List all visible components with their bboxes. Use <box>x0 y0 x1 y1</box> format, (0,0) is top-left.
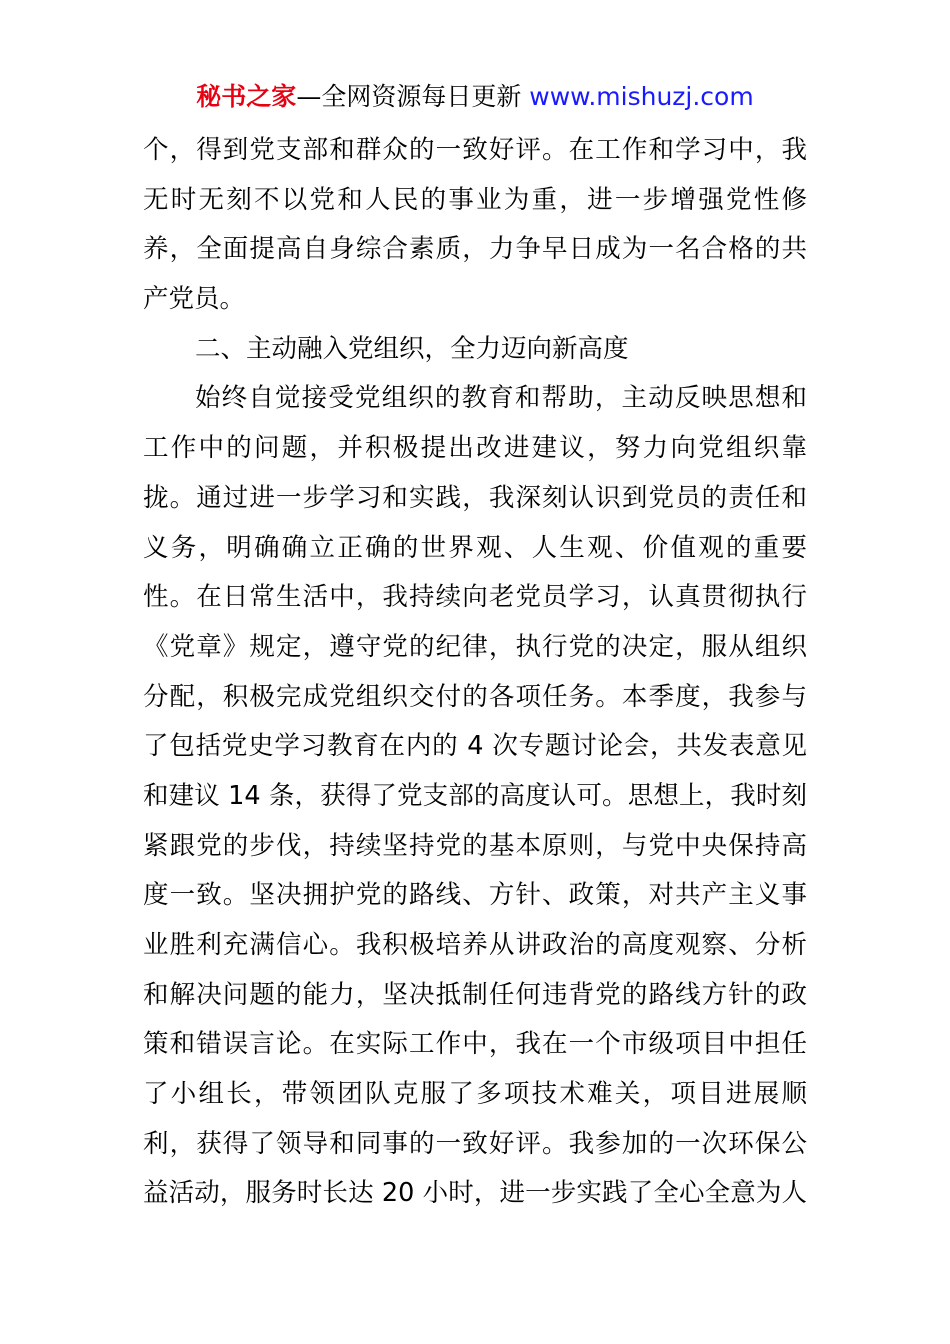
text-line: 拢。通过进一步学习和实践，我深刻认识到党员的责任和 <box>143 482 807 513</box>
text-line: 了小组长，带领团队克服了多项技术难关，项目进展顺 <box>143 1079 807 1110</box>
section-heading: 二、主动融入党组织，全力迈向新高度 <box>195 333 629 364</box>
text-line: 和解决问题的能力，坚决抵制任何违背党的路线方针的政 <box>143 979 807 1010</box>
text-line: 和建议 14 条，获得了党支部的高度认可。思想上，我时刻 <box>143 780 807 811</box>
text-line: 利，获得了领导和同事的一致好评。我参加的一次环保公 <box>143 1128 807 1159</box>
text-line: 义务，明确确立正确的世界观、人生观、价值观的重要 <box>143 532 807 563</box>
text-line: 策和错误言论。在实际工作中，我在一个市级项目中担任 <box>143 1029 807 1060</box>
text-line: 业胜利充满信心。我积极培养从讲政治的高度观察、分析 <box>143 930 807 960</box>
text-line: 度一致。坚决拥护党的路线、方针、政策，对共产主义事 <box>143 880 807 911</box>
text-line: 紧跟党的步伐，持续坚持党的基本原则，与党中央保持高 <box>143 830 807 861</box>
text-line: 无时无刻不以党和人民的事业为重，进一步增强党性修 <box>143 184 807 215</box>
text-line: 分配，积极完成党组织交付的各项任务。本季度，我参与 <box>143 681 807 712</box>
text-line: 始终自觉接受党组织的教育和帮助，主动反映思想和 <box>195 383 807 414</box>
text-line: 了包括党史学习教育在内的 4 次专题讨论会，共发表意见 <box>143 731 807 762</box>
document-body <box>143 126 807 1219</box>
text-line: 个，得到党支部和群众的一致好评。在工作和学习中，我 <box>143 135 807 165</box>
text-line: 产党员。 <box>143 284 246 315</box>
text-line: 益活动，服务时长达 20 小时，进一步实践了全心全意为人 <box>143 1178 807 1209</box>
text-line: 工作中的问题，并积极提出改进建议，努力向党组织靠 <box>143 433 807 464</box>
site-header <box>0 80 950 114</box>
site-url-link[interactable]: www.mishuzj.com <box>529 82 754 111</box>
text-line: 性。在日常生活中，我持续向老党员学习，认真贯彻执行 <box>143 582 807 613</box>
text-line: 养，全面提高自身综合素质，力争早日成为一名合格的共 <box>143 234 807 265</box>
site-tagline: —全网资源每日更新 <box>296 82 522 111</box>
site-brand: 秘书之家 <box>196 82 297 111</box>
text-line: 《党章》规定，遵守党的纪律，执行党的决定，服从组织 <box>143 631 807 662</box>
